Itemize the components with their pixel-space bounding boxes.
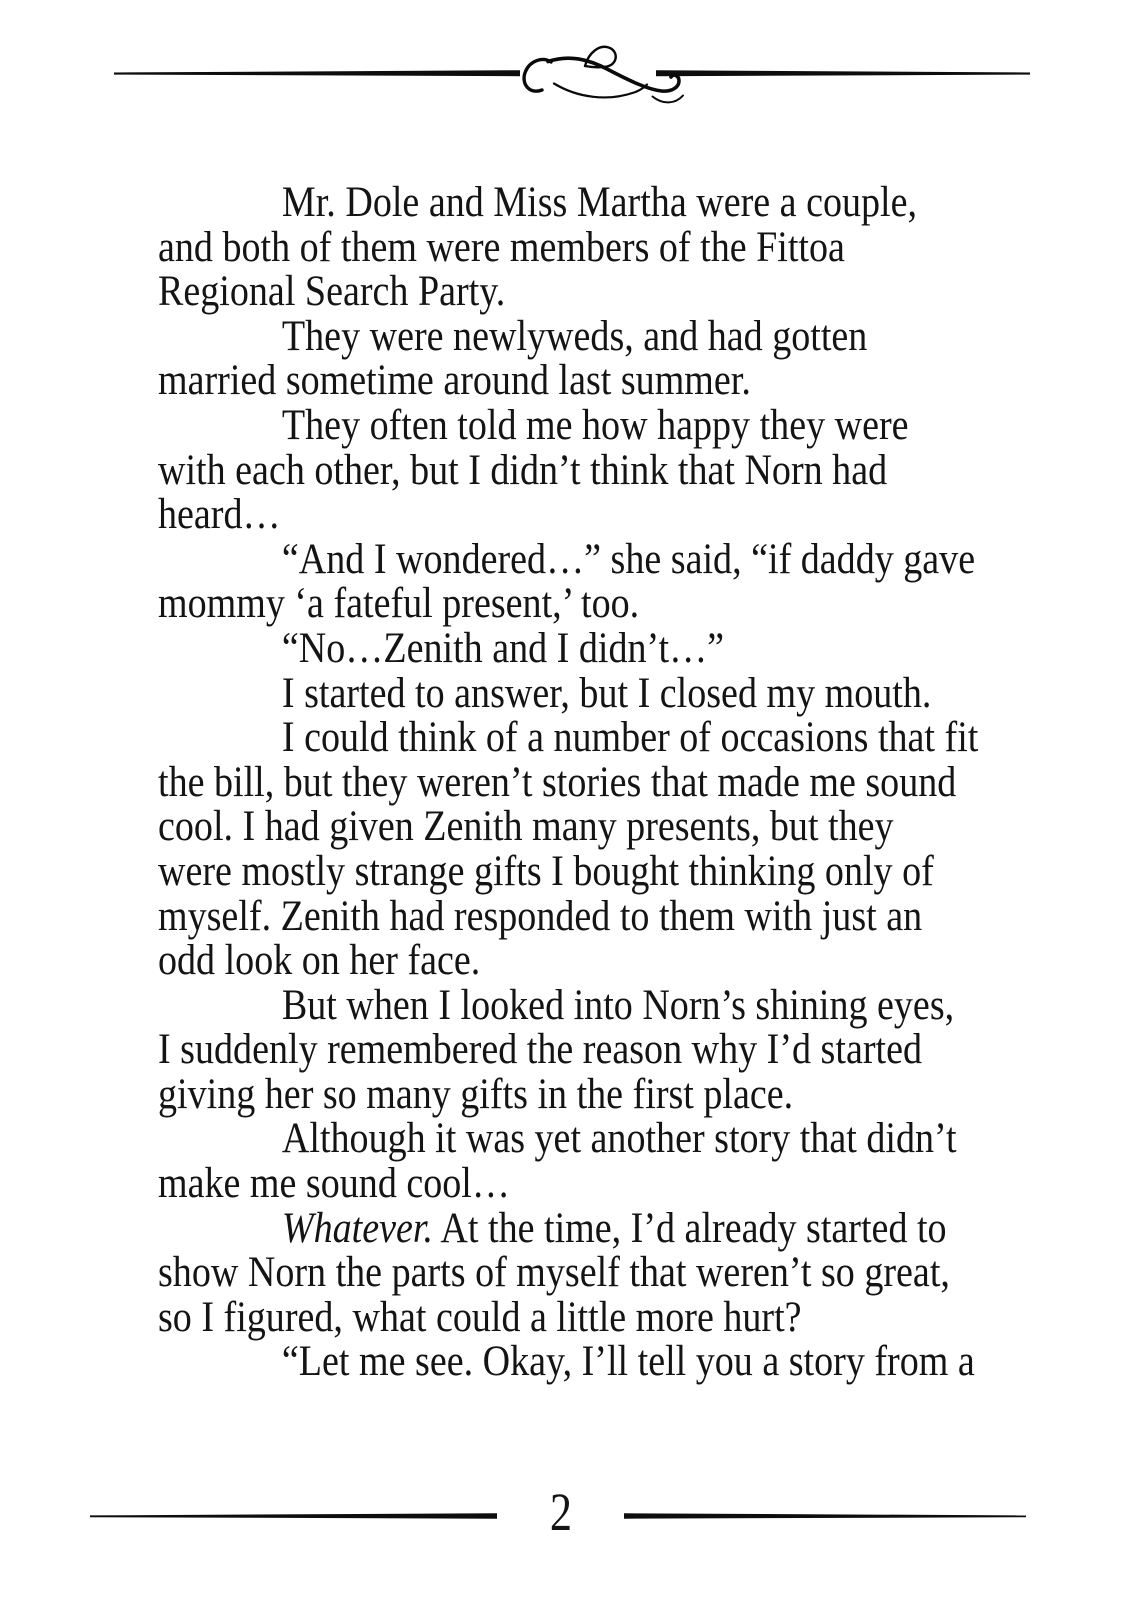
text-line — [158, 714, 979, 762]
text-line — [158, 359, 972, 404]
paragraph — [158, 1338, 975, 1386]
paragraph — [158, 714, 979, 985]
text-line — [158, 758, 972, 806]
text-segment: giving her so many gifts in the first place. — [158, 1070, 794, 1118]
text-segment: “Let me see. Okay, I’ll tell you a story from a — [281, 1338, 975, 1386]
text-line — [158, 624, 972, 672]
text-segment: with each other, but I didn’t think that Norn had — [158, 446, 888, 494]
text-segment: and both of them were members of the Fittoa — [158, 223, 845, 271]
text-line — [158, 892, 972, 940]
text-line — [158, 223, 972, 271]
text-segment: I could think of a number of occasions that fit — [281, 714, 979, 762]
text-line — [158, 1117, 972, 1162]
text-segment: I started to answer, but I closed my mouth. — [281, 669, 932, 717]
text-segment: “And I wondered…” she said, “if daddy gave — [281, 535, 976, 583]
text-segment: married sometime around last summer. — [158, 357, 751, 405]
text-segment: the bill, but they weren’t stories that made me sound — [158, 758, 957, 806]
text-line — [158, 1293, 972, 1341]
paragraph — [158, 669, 972, 717]
text-line — [158, 805, 972, 850]
text-segment: “No…Zenith and I didn’t…” — [281, 624, 725, 672]
text-line — [158, 401, 972, 449]
paragraph — [158, 624, 972, 672]
text-segment: Although it was yet another story that didn’t — [281, 1115, 957, 1163]
paragraph — [158, 1204, 972, 1341]
text-segment: Mr. Dole and Miss Martha were a couple, — [281, 179, 918, 226]
italic-text-segment: Whatever. — [281, 1204, 434, 1252]
text-line — [158, 312, 972, 360]
text-segment: They often told me how happy they were — [281, 401, 909, 449]
text-line — [158, 582, 972, 627]
text-segment: mommy ‘a fateful present,’ too. — [158, 580, 640, 628]
header-rule-left — [114, 70, 520, 76]
text-segment: I suddenly remembered the reason why I’d started — [158, 1026, 923, 1074]
text-line — [158, 270, 972, 315]
text-line — [158, 939, 972, 984]
text-line — [158, 669, 972, 717]
text-segment: But when I looked into Norn’s shining eyes, — [281, 981, 955, 1029]
text-segment: so I figured, what could a little more hurt? — [158, 1293, 802, 1341]
text-segment: make me sound cool… — [158, 1160, 510, 1208]
text-segment: myself. Zenith had responded to them with just an — [158, 892, 923, 940]
text-line — [158, 181, 972, 226]
text-segment: Regional Search Party. — [158, 268, 506, 316]
text-segment: cool. I had given Zenith many presents, but they — [158, 803, 894, 851]
text-segment: heard… — [158, 491, 281, 539]
paragraph — [158, 1117, 972, 1206]
text-segment: show Norn the parts of myself that weren’t so great, — [158, 1249, 950, 1297]
text-line — [158, 493, 972, 538]
text-line — [158, 535, 976, 583]
paragraph — [158, 401, 972, 539]
text-segment: They were newlyweds, and had gotten — [281, 312, 868, 360]
text-line — [158, 1204, 972, 1252]
text-segment: odd look on her face. — [158, 937, 481, 985]
text-line — [158, 1028, 972, 1073]
text-line — [158, 1251, 972, 1296]
text-line — [158, 1162, 972, 1207]
text-segment: At the time, I’d already started to — [433, 1204, 947, 1252]
text-line — [158, 847, 972, 895]
text-block — [158, 179, 979, 1386]
text-line — [158, 446, 972, 494]
page-number: 2 — [549, 1482, 573, 1542]
paragraph — [158, 535, 976, 628]
text-segment: were mostly strange gifts I bought thinking only of — [158, 847, 934, 895]
text-line — [158, 1338, 975, 1386]
text-line — [158, 981, 972, 1029]
header-divider — [0, 0, 1122, 170]
text-line — [158, 1070, 972, 1118]
paragraph — [158, 312, 972, 405]
paragraph — [158, 981, 972, 1118]
header-rule-right — [656, 70, 1030, 76]
paragraph — [158, 181, 972, 315]
